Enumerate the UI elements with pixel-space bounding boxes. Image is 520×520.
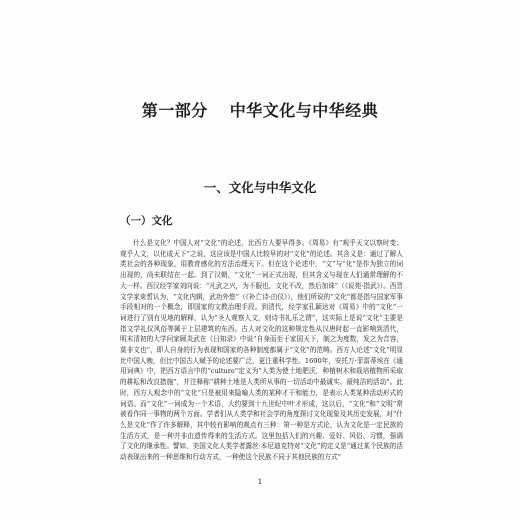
- section-title: （一）文化: [120, 215, 173, 227]
- part-title: [0, 98, 520, 121]
- body-text: [120, 238, 403, 463]
- body-paragraph: 什么是文化？中国人对“文化”的论述，比西方人要早得多。《周易》有“观乎天文以察时变；观乎人文，以化成天下”之说，这应该是中国人比较早的对“文化”的论述。其含义是：通过了解人类社会的各种现象，用教育感化的方法治理天下。但在这个论述中，“文”与“化”是作为独立的词出现的，尚未联结在一起。到了汉朝，“文化”一词正式出现，但其含义与现在人们通常理解的不大一样。西汉经学家刘向说：“凡武之兴，为不服也，文化不改，然后加诛”（《说苑·指武》）。西晋文学家束皙认为，“文化内辑，武功外悠”（《补亡诗·由仪》），他们所说的“文化”都是指与国家军事手段相对的一个概念，即国家的文教治理手段。到清代，经学家孔颖达对《周易》中的“文化”一词进行了别有见地的解释，认为“圣人观察人文，则诗书礼乐之谓”，这实际上是说“文化”主要是指文学礼仪风俗等属于上层建筑的东西。古人对文化的这种规定性从汉唐时起一直影响到清代，明末清初的大学问家顾炎武在《日知录》中说“自身而至于家国天下，制之为度数，发之为音容，莫非文也”，即人自身的行为表现和国家的各种制度都属于“文化”的范畴。西方人论述“文化”明显比中国人晚，但比中国古人赋予的论述要广泛，更注重科学性。1690年，安托万·菲雷蒂埃在《通用词典》中，把西方语言中的“culture”定义为“人类为使土地肥沃，种植树木和栽培植物所采取的耕耘和改良措施”，并注释称“耕种土地是人类所从事的一切活动中最诚实、最纯洁的活动”。此时，西方人观念中的“文化”只是被用来隐喻人类的某种才干和能力，是表示人类某种活动形式的词语。而“文化”一词成为一个术语，大约要到十九世纪中叶才形成，这以后，“文化”和“文明”常被看作同一事物的两个方面。学者们从人类学和社会学的角度探讨文化现象及其历史发展，对“什么是文化”作了许多解释，其中较有影响的观点有三种：第一种是方式论，认为文化是一定民族的生活方式，是一种并非由遗传得来的生活方式。这里包括人们的兴趣、爱好、风俗、习惯，强调了文化的继承性。譬如，美国文化人类学者露丝·本尼迪克特对“文化”的定义是“通过某个民族的活动表现出来的一种思维和行动方式，一种使这个民族不同于其他民族的方式”: [120, 239, 403, 462]
- chapter-title: 一、文化与中华文化: [203, 180, 317, 195]
- part-heading: 中华文化与中华经典: [229, 101, 379, 120]
- page-number: 1: [257, 478, 263, 486]
- part-label: 第一部分: [141, 101, 208, 120]
